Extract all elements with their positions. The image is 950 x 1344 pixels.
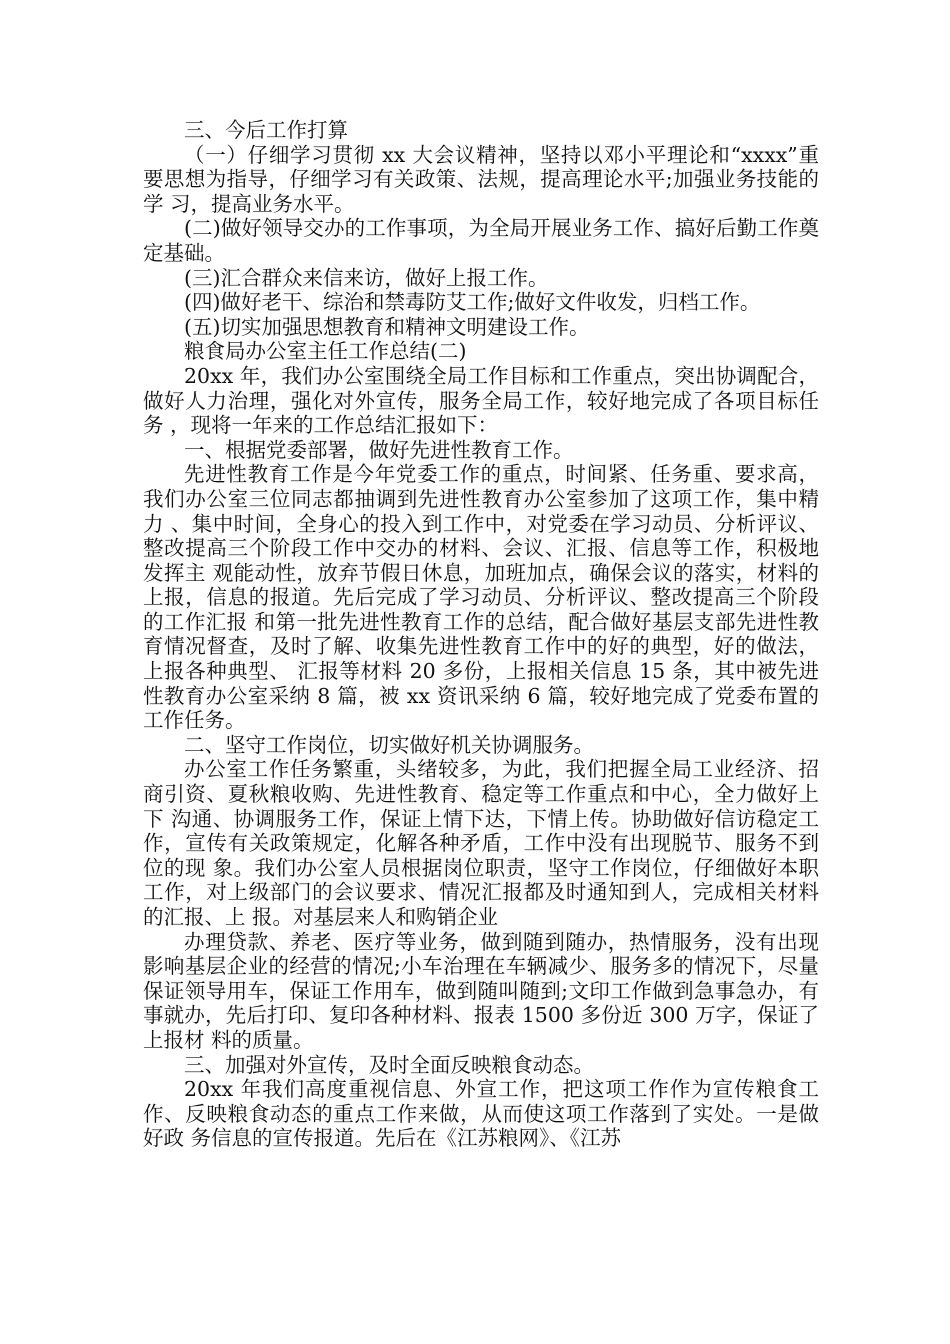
section-3-body: 20xx 年我们高度重视信息、外宣工作，把这项工作作为宣传粮食工作、反映粮食动态的重点工作来做，从而使这项工作落到了实处。一是做好政 务信息的宣传报道。先后在《江苏粮网》、《江苏	[143, 1077, 819, 1151]
document-body	[143, 118, 819, 1151]
section-heading-3: 三、加强对外宣传，及时全面反映粮食动态。	[184, 1052, 594, 1077]
section-2-body: 办公室工作任务繁重，头绪较多，为此，我们把握全局工业经济、招商引资、夏秋粮收购、先进性教育、稳定等工作重点和中心，全力做好上下 沟通、协调服务工作，保证上情下达，下情上传。协助做好信访稳定工作，宣传有关政策规定，化解各种矛盾，工作中没有出现脱节、服务不到位的现 象。我们办公室人员根据岗位职责，坚守工作岗位，仔细做好本职工作，对上级部门的会议要求、情况汇报都及时通知到人，完成相关材料的汇报、上 报。对基层来人和购销企业	[143, 757, 819, 929]
section-1-body: 先进性教育工作是今年党委工作的重点，时间紧、任务重、要求高，我们办公室三位同志都抽调到先进性教育办公室参加了这项工作，集中精力 、集中时间，全身心的投入到工作中，对党委在学习动员、分析评议、整改提高三个阶段工作中交办的材料、会议、汇报、信息等工作，积极地发挥主 观能动性，放弃节假日休息，加班加点，确保会议的落实，材料的上报，信息的报道。先后完成了学习动员、分析评议、整改提高三个阶段的工作汇报 和第一批先进性教育工作的总结，配合做好基层支部先进性教育情况督查，及时了解、收集先进性教育工作中的好的典型，好的做法，上报各种典型、 汇报等材料 20 多份，上报相关信息 15 条，其中被先进性教育办公室采纳 8 篇，被 xx 资讯采纳 6 篇，较好地完成了党委布置的工作任务。	[143, 462, 819, 733]
section-heading-2: 二、坚守工作岗位，切实做好机关协调服务。	[184, 732, 594, 757]
plan-item-3: (三)汇合群众来信来访，做好上报工作。	[184, 265, 549, 290]
plan-item-5: (五)切实加强思想教育和精神文明建设工作。	[184, 314, 590, 339]
plan-item-1: （一）仔细学习贯彻 xx 大会议精神，坚持以邓小平理论和“xxxx”重要思想为指导，仔细学习有关政策、法规，提高理论水平;加强业务技能的学 习，提高业务水平。	[143, 142, 819, 216]
plan-item-4: (四)做好老干、综治和禁毒防艾工作;做好文件收发，归档工作。	[184, 290, 761, 315]
document-title-part-2: 粮食局办公室主任工作总结(二)	[184, 339, 467, 364]
intro-paragraph: 20xx 年，我们办公室围绕全局工作目标和工作重点，突出协调配合，做好人力治理，强化对外宣传，服务全局工作，较好地完成了各项目标任务 ，现将一年来的工作总结汇报如下：	[143, 363, 819, 438]
section-2-body-continued: 办理贷款、养老、医疗等业务，做到随到随办，热情服务，没有出现影响基层企业的经营的情况;小车治理在车辆减少、服务多的情况下，尽量 保证领导用车，保证工作用车，做到随叫随到;文印工作做到急事急办，有事就办，先后打印、复印各种材料、报表 1500 多份近 300 万字，保证了上报材 料的质量。	[143, 929, 819, 1052]
section-heading-1: 一、根据党委部署，做好先进性教育工作。	[184, 437, 574, 462]
plan-item-2: (二)做好领导交办的工作事项，为全局开展业务工作、搞好后勤工作奠定基础。	[143, 216, 819, 265]
section-heading-future-plans: 三、今后工作打算	[184, 118, 348, 142]
